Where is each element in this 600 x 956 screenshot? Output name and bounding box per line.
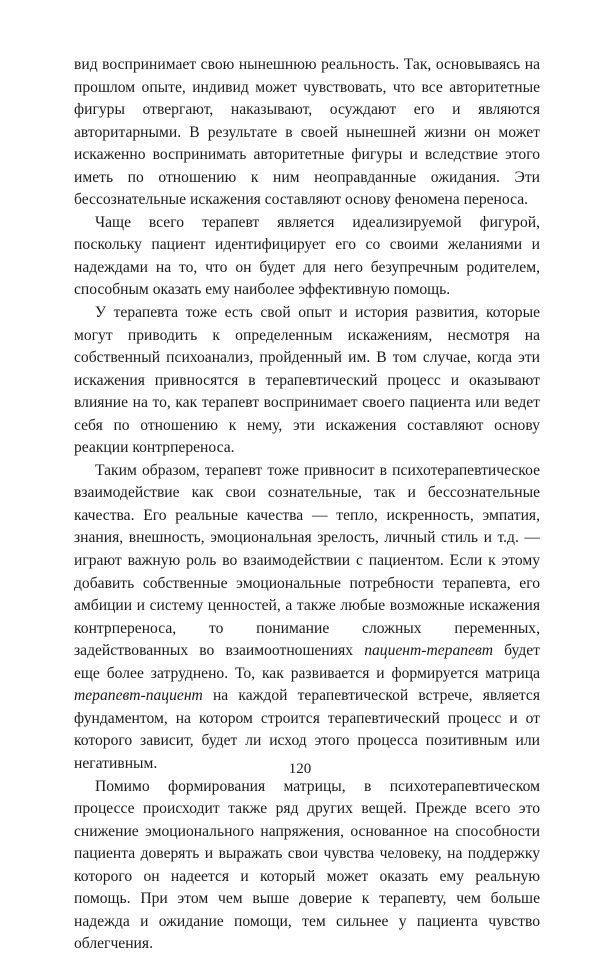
paragraph-3 (74, 302, 540, 460)
paragraph-4-text-run-2: будет еще более затруднено. То, как развивается и формируется матрица (74, 642, 540, 682)
paragraph-3-text: У терапевта тоже есть свой опыт и история развития, которые могут приводить к определенным искажениям, несмотря на собственный психоанализ, пройденный им. В том случае, когда эти искажения привносятся в терапевтический процесс и оказывают влияние на то, как терапевт воспринимает своего пациента или ведет себя по отношению к нему, эти искажения составляют основу реакции контрпереноса. (74, 304, 540, 457)
page-number: 120 (288, 761, 312, 777)
italic-term-patient-therapist: пациент-терапевт (364, 642, 494, 660)
paragraph-4 (74, 460, 540, 776)
paragraph-2-text: Чаще всего терапевт является идеализируемой фигурой, поскольку пациент идентифицирует его со своими желаниями и надеждами на то, что он будет для него безупречным родителем, способным оказать ему наиболее эффективную помощь. (74, 213, 540, 299)
paragraph-4-text-run-3: на каждой терапевтической встрече, является фундаментом, на котором строится терапевтический процесс и от которого зависит, будет ли исход этого процесса позитивным или негативным. (74, 687, 540, 772)
paragraph-1 (74, 54, 540, 212)
paragraph-2 (74, 212, 540, 302)
italic-term-therapist-patient: терапевт-пациент (74, 687, 203, 705)
page-body (74, 54, 540, 956)
paragraph-4-text-run-1: Таким образом, терапевт тоже привносит в психотерапевтическое взаимодействие как свои сознательные, так и бессознательные качества. Его реальные качества — тепло, искренность, эмпатия, знания, внешность, эмоциональная зрелость, личный стиль и т.д. — играют важную роль во взаимодействии с пациентом. Если к этому добавить собственные эмоциональные потребности терапевта, его амбиции и систему ценностей, а также любые возможные искажения контрпереноса, то понимание сложных переменных, задействованных во взаимоотношениях (74, 461, 540, 660)
paragraph-5 (74, 776, 540, 956)
paragraph-1-text: вид воспринимает свою нынешнюю реальность. Так, основываясь на прошлом опыте, индивид может чувствовать, что все авторитетные фигуры отвергают, наказывают, осуждают его и являются авторитарными. В результате в своей нынешней жизни он может искаженно воспринимать авторитетные фигуры и вследствие этого иметь по отношению к ним неоправданные ожидания. Эти бессознательные искажения составляют основу феномена переноса. (74, 56, 540, 209)
paragraph-5-text: Помимо формирования матрицы, в психотерапевтическом процессе происходит также ряд других вещей. Прежде всего это снижение эмоционального напряжения, основанное на способности пациента доверять и выражать свои чувства человеку, на поддержку которого он надеется и который может оказать ему реальную помощь. При этом чем выше доверие к терапевту, чем больше надежда и ожидание помощи, тем сильнее у пациента чувство облегчения. (74, 777, 540, 953)
